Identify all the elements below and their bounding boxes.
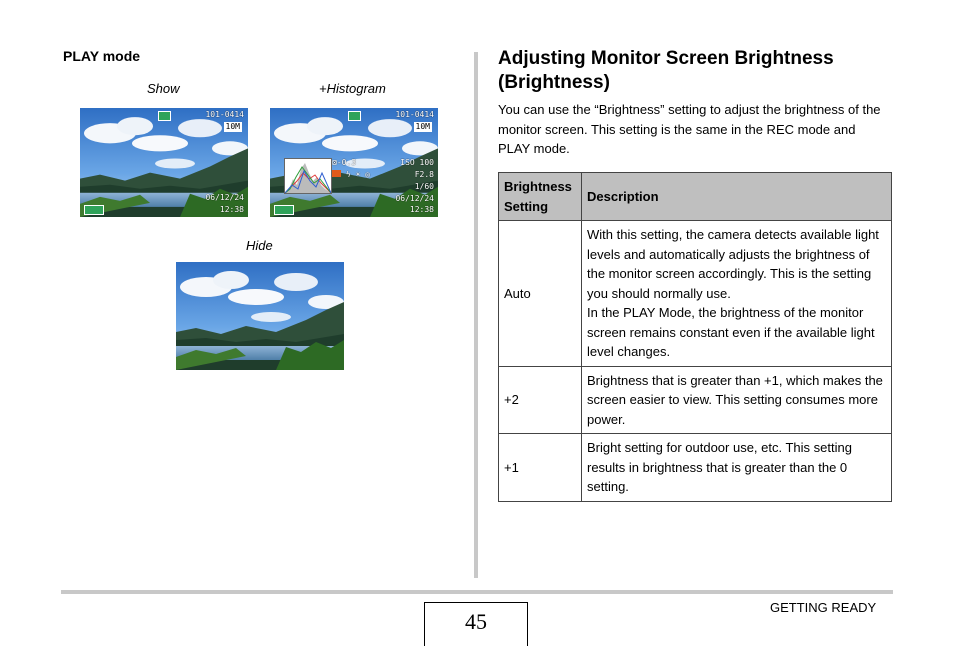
footer-rule bbox=[61, 590, 893, 594]
osd-file-number: 101-0414 bbox=[395, 110, 434, 119]
caption-histogram: +Histogram bbox=[319, 81, 386, 96]
setting-cell: +1 bbox=[499, 434, 582, 502]
column-divider bbox=[474, 52, 478, 578]
play-mode-icon bbox=[158, 111, 171, 121]
rec-mode-icon bbox=[332, 170, 341, 177]
osd-time: 12:38 bbox=[219, 205, 244, 214]
play-mode-title: PLAY mode bbox=[63, 48, 141, 64]
image-size-icon: 10M bbox=[415, 122, 430, 131]
play-mode-icon bbox=[348, 111, 361, 121]
osd-shutter: 1/60 bbox=[414, 182, 434, 191]
caption-show: Show bbox=[147, 81, 180, 96]
osd-iso: ISO 100 bbox=[400, 158, 434, 167]
description-text: In the PLAY Mode, the brightness of the monitor screen remains constant even if the available light level changes. bbox=[587, 305, 875, 359]
table-row bbox=[499, 366, 892, 434]
setting-cell: +2 bbox=[499, 366, 582, 434]
header-description: Description bbox=[582, 173, 892, 221]
table-header-row bbox=[499, 173, 892, 221]
page-heading: Adjusting Monitor Screen Brightness (Brightness) bbox=[498, 48, 834, 93]
osd-exposure-comp: ⊠-0.3 bbox=[332, 158, 357, 167]
image-size-icon: 10M bbox=[225, 122, 240, 131]
histogram-graph bbox=[284, 158, 332, 194]
description-cell: Brightness that is greater than +1, which makes the screen easier to view. This setting consumes more power. bbox=[582, 366, 892, 434]
description-cell: Bright setting for outdoor use, etc. This setting results in brightness that is greater than the 0 setting. bbox=[582, 434, 892, 502]
osd-file-number: 101-0414 bbox=[205, 110, 244, 119]
battery-icon bbox=[84, 205, 104, 215]
header-brightness-setting: Brightness Setting bbox=[499, 173, 582, 221]
caption-hide: Hide bbox=[246, 238, 273, 253]
osd-mode-icons: ϟ ☀ ◎ bbox=[332, 170, 370, 180]
osd-ev-value: -0.3 bbox=[336, 158, 357, 167]
table-row bbox=[499, 221, 892, 367]
description-text: With this setting, the camera detects available light levels and automatically adjusts the brightness of the monitor screen accordingly. This is the setting you should normally use. bbox=[587, 227, 879, 301]
osd-time: 12:38 bbox=[409, 205, 434, 214]
osd-aperture: F2.8 bbox=[414, 170, 434, 179]
table-row bbox=[499, 434, 892, 502]
page-number: 45 bbox=[424, 602, 528, 646]
section-name: GETTING READY bbox=[770, 600, 877, 615]
osd-date: 06/12/24 bbox=[395, 194, 434, 203]
screen-show-image bbox=[80, 108, 248, 217]
brightness-table bbox=[498, 172, 892, 502]
battery-icon bbox=[274, 205, 294, 215]
screen-hide-image bbox=[176, 262, 344, 370]
description-cell bbox=[582, 221, 892, 367]
intro-paragraph: You can use the “Brightness” setting to adjust the brightness of the monitor screen. This setting is the same in the REC mode and PLAY mode. bbox=[498, 102, 881, 156]
osd-date: 06/12/24 bbox=[205, 193, 244, 202]
screen-histogram-image bbox=[270, 108, 438, 217]
setting-cell: Auto bbox=[499, 221, 582, 367]
